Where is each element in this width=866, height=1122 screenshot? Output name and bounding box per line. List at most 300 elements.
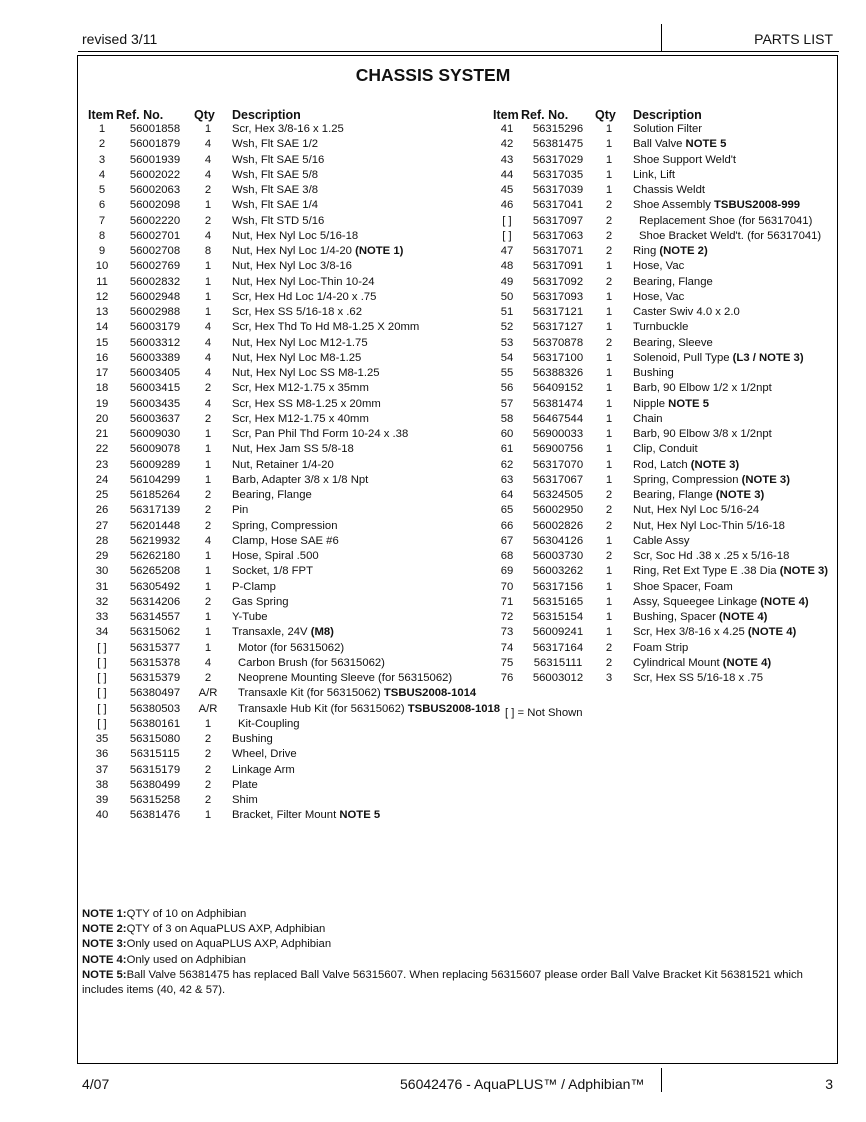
quantity: 1 bbox=[605, 580, 613, 593]
quantity: 2 bbox=[204, 733, 212, 745]
ref-number: 56317035 bbox=[532, 168, 584, 181]
ref-number: 56381476 bbox=[129, 809, 181, 822]
item-number: 20 bbox=[95, 412, 109, 425]
not-shown-legend: [ ] = Not Shown bbox=[505, 707, 583, 719]
table-row bbox=[88, 519, 500, 534]
description-text: Shoe Support Weld't bbox=[633, 153, 737, 166]
description-text: Clip, Conduit bbox=[633, 443, 698, 456]
item-number: 49 bbox=[500, 275, 514, 288]
description-text: Transaxle Kit (for 56315062) bbox=[238, 687, 384, 700]
item-number: 34 bbox=[95, 626, 109, 639]
ref-number: 56001858 bbox=[129, 123, 181, 135]
description bbox=[623, 427, 828, 442]
ref-number: 56002708 bbox=[129, 245, 181, 257]
table-row bbox=[493, 336, 828, 351]
description-text: Socket, 1/8 FPT bbox=[232, 565, 313, 578]
item-number: [ ] bbox=[502, 214, 512, 227]
table-row bbox=[493, 259, 828, 274]
ref-number: 56900756 bbox=[532, 443, 584, 456]
table-row bbox=[88, 244, 500, 259]
description-text: Scr, Hex Hd Loc 1/4-20 x .75 bbox=[232, 290, 377, 303]
description bbox=[222, 763, 500, 778]
quantity: 1 bbox=[605, 321, 613, 334]
quantity: A/R bbox=[198, 687, 218, 700]
description bbox=[222, 519, 500, 534]
quantity: 4 bbox=[204, 397, 212, 410]
description-text: Nut, Hex Nyl Loc 5/16-24 bbox=[633, 504, 760, 517]
quantity: 1 bbox=[605, 611, 613, 623]
table-row bbox=[493, 595, 828, 610]
description bbox=[222, 244, 500, 259]
description bbox=[623, 137, 828, 152]
table-row bbox=[88, 488, 500, 503]
item-number: 18 bbox=[95, 382, 109, 395]
table-row bbox=[88, 259, 500, 274]
quantity: 1 bbox=[605, 595, 613, 608]
quantity: A/R bbox=[198, 702, 218, 715]
table-row bbox=[493, 488, 828, 503]
description bbox=[222, 732, 500, 747]
table-row bbox=[493, 397, 828, 412]
item-number: 65 bbox=[500, 504, 514, 517]
ref-number: 56003012 bbox=[532, 672, 584, 684]
table-row bbox=[493, 580, 828, 595]
description-text: Nut, Hex Nyl Loc M8-1.25 bbox=[232, 351, 362, 364]
ref-number: 56315111 bbox=[533, 656, 583, 669]
description-note: (NOTE 3) bbox=[715, 489, 765, 501]
description-text: Link, Lift bbox=[633, 168, 676, 181]
quantity: 4 bbox=[204, 351, 212, 364]
ref-number: 56315154 bbox=[532, 611, 584, 623]
ref-number: 56317093 bbox=[532, 290, 584, 303]
description bbox=[222, 793, 500, 808]
item-number: 60 bbox=[500, 428, 514, 440]
table-row bbox=[88, 503, 500, 518]
ref-number: 56305492 bbox=[129, 580, 181, 593]
table-row bbox=[88, 275, 500, 290]
description bbox=[222, 153, 500, 168]
quantity: 2 bbox=[605, 245, 613, 257]
col-ref-header: Ref. No. bbox=[116, 108, 164, 122]
description-text: Scr, Soc Hd .38 x .25 x 5/16-18 bbox=[633, 550, 790, 562]
ref-number: 56315165 bbox=[532, 595, 584, 608]
table-row bbox=[88, 641, 500, 656]
table-row bbox=[88, 671, 500, 686]
description bbox=[623, 168, 828, 183]
table-row bbox=[88, 137, 500, 152]
description-text: Wsh, Flt SAE 1/4 bbox=[232, 199, 319, 212]
ref-number: 56317067 bbox=[532, 473, 584, 486]
description bbox=[222, 168, 500, 183]
description bbox=[623, 549, 828, 564]
item-number: 63 bbox=[500, 473, 514, 486]
table-row bbox=[88, 732, 500, 747]
ref-number: 56380503 bbox=[129, 702, 181, 715]
item-number: 2 bbox=[98, 138, 106, 151]
quantity: 1 bbox=[204, 260, 212, 273]
item-number: 75 bbox=[500, 656, 514, 669]
quantity: 2 bbox=[605, 641, 613, 654]
ref-number: 56002832 bbox=[129, 275, 181, 288]
item-number: 8 bbox=[98, 229, 106, 242]
item-number: 71 bbox=[500, 595, 514, 608]
quantity: 2 bbox=[204, 504, 212, 517]
item-number: 55 bbox=[500, 367, 514, 379]
table-row bbox=[88, 412, 500, 427]
ref-number: 56317071 bbox=[532, 245, 584, 257]
description-text: Nut, Hex Nyl Loc 3/8-16 bbox=[232, 260, 352, 273]
description-text: Y-Tube bbox=[232, 611, 268, 623]
item-number: 31 bbox=[95, 580, 109, 593]
description-note: NOTE 5 bbox=[339, 809, 381, 822]
table-row bbox=[88, 229, 500, 244]
ref-number: 56185264 bbox=[129, 489, 181, 501]
ref-number: 56380161 bbox=[129, 717, 181, 730]
table-row bbox=[493, 549, 828, 564]
item-number: [ ] bbox=[97, 687, 107, 700]
quantity: 2 bbox=[605, 519, 613, 532]
quantity: 1 bbox=[204, 641, 212, 654]
note-line bbox=[82, 907, 832, 922]
item-number: 14 bbox=[95, 321, 109, 334]
description bbox=[623, 336, 828, 351]
col-item-header: Item bbox=[88, 108, 114, 122]
description-text: Transaxle, 24V bbox=[232, 626, 311, 639]
quantity: 2 bbox=[204, 595, 212, 608]
description-text: Foam Strip bbox=[633, 641, 689, 654]
quantity: 8 bbox=[204, 245, 212, 257]
description-text: Gas Spring bbox=[232, 595, 289, 608]
ref-number: 56317139 bbox=[129, 504, 181, 517]
description-text: Wsh, Flt SAE 3/8 bbox=[232, 184, 319, 196]
description-text: Wsh, Flt STD 5/16 bbox=[232, 214, 325, 227]
description-text: Pin bbox=[232, 504, 249, 517]
table-row bbox=[88, 183, 500, 198]
table-row bbox=[493, 275, 828, 290]
table-row bbox=[88, 808, 500, 823]
item-number: 70 bbox=[500, 580, 514, 593]
description-text: Chain bbox=[633, 412, 663, 425]
item-number: 42 bbox=[500, 138, 514, 151]
quantity: 1 bbox=[605, 534, 613, 547]
description-note: (NOTE 3) bbox=[690, 458, 740, 471]
note-label: NOTE 4: bbox=[82, 953, 127, 966]
table-row bbox=[88, 366, 500, 381]
description-text: Ball Valve bbox=[633, 138, 686, 151]
item-number: 51 bbox=[500, 306, 514, 318]
ref-number: 56002948 bbox=[129, 290, 181, 303]
description-note: (NOTE 3) bbox=[741, 473, 790, 486]
ref-number: 56201448 bbox=[129, 519, 181, 532]
ref-number: 56317091 bbox=[532, 260, 584, 273]
description bbox=[222, 442, 500, 457]
quantity: 2 bbox=[204, 519, 212, 532]
description bbox=[222, 778, 500, 793]
description-text: Hose, Vac bbox=[633, 260, 685, 273]
quantity: 2 bbox=[204, 748, 212, 761]
quantity: 2 bbox=[605, 214, 613, 227]
description-text: Transaxle Hub Kit (for 56315062) bbox=[238, 702, 408, 715]
quantity: 1 bbox=[605, 382, 613, 395]
table-row bbox=[88, 534, 500, 549]
quantity: 1 bbox=[204, 473, 212, 486]
description bbox=[222, 412, 500, 427]
ref-number: 56317039 bbox=[532, 184, 584, 196]
item-number: 40 bbox=[95, 809, 109, 822]
item-number: 6 bbox=[98, 199, 106, 212]
description-text: Nut, Hex Nyl Loc 5/16-18 bbox=[232, 229, 359, 242]
page-number: 3 bbox=[825, 1076, 833, 1092]
description-text: Rod, Latch bbox=[633, 458, 691, 471]
description-text: Nut, Hex Nyl Loc-Thin 10-24 bbox=[232, 275, 375, 288]
table-row bbox=[88, 564, 500, 579]
quantity: 2 bbox=[605, 656, 613, 669]
item-number: 43 bbox=[500, 153, 514, 166]
item-number: 69 bbox=[500, 565, 514, 578]
footer-date: 4/07 bbox=[82, 1076, 110, 1092]
ref-number: 56009289 bbox=[129, 458, 181, 471]
quantity: 3 bbox=[605, 672, 613, 684]
revision-date: revised 3/11 bbox=[82, 31, 158, 47]
description-text: Barb, Adapter 3/8 x 1/8 Npt bbox=[232, 473, 369, 486]
item-number: 39 bbox=[95, 794, 109, 806]
table-row bbox=[88, 168, 500, 183]
item-number: 56 bbox=[500, 382, 514, 395]
description-text: Cylindrical Mount bbox=[633, 656, 723, 669]
description-text: Neoprene Mounting Sleeve (for 56315062) bbox=[238, 672, 453, 684]
ref-number: 56002220 bbox=[129, 214, 181, 227]
item-number: 11 bbox=[96, 275, 108, 288]
col-ref-header: Ref. No. bbox=[521, 108, 569, 122]
ref-number: 56388326 bbox=[532, 367, 584, 379]
ref-number: 56009241 bbox=[532, 626, 584, 639]
description bbox=[623, 412, 828, 427]
description bbox=[222, 397, 500, 412]
description-note: (NOTE 4) bbox=[722, 656, 772, 669]
description-text: Scr, Hex SS 5/16-18 x .75 bbox=[633, 672, 763, 684]
description bbox=[222, 702, 500, 717]
ref-number: 56315258 bbox=[129, 794, 181, 806]
item-number: 72 bbox=[500, 611, 514, 623]
description-text: Scr, Hex 3/8-16 x 4.25 bbox=[633, 626, 748, 639]
ref-number: 56315080 bbox=[129, 733, 181, 745]
header-divider bbox=[661, 24, 662, 51]
quantity: 1 bbox=[605, 458, 613, 471]
table-row bbox=[88, 442, 500, 457]
item-number: 24 bbox=[95, 473, 109, 486]
description-note: NOTE 5 bbox=[685, 138, 727, 151]
page-title: CHASSIS SYSTEM bbox=[355, 65, 511, 85]
table-row bbox=[493, 183, 828, 198]
quantity: 1 bbox=[204, 550, 212, 562]
item-number: 21 bbox=[95, 428, 109, 440]
note-label: NOTE 1: bbox=[82, 908, 127, 920]
ref-number: 56003405 bbox=[129, 367, 181, 379]
item-number: 46 bbox=[500, 199, 514, 212]
item-number: 1 bbox=[98, 123, 106, 135]
item-number: 58 bbox=[500, 412, 514, 425]
ref-number: 56315379 bbox=[129, 672, 181, 684]
description bbox=[222, 580, 500, 595]
item-number: 73 bbox=[500, 626, 514, 639]
description bbox=[222, 259, 500, 274]
ref-number: 56304126 bbox=[532, 534, 584, 547]
description bbox=[222, 488, 500, 503]
description-text: Bushing, Spacer bbox=[633, 611, 720, 623]
item-number: 62 bbox=[500, 458, 514, 471]
ref-number: 56009078 bbox=[129, 443, 181, 456]
quantity: 1 bbox=[204, 809, 212, 822]
note-text: QTY of 3 on AquaPLUS AXP, Adphibian bbox=[126, 923, 326, 936]
description bbox=[222, 320, 500, 335]
table-row bbox=[493, 427, 828, 442]
col-desc-header: Description bbox=[232, 108, 301, 122]
table-row bbox=[493, 137, 828, 152]
description bbox=[222, 503, 500, 518]
quantity: 4 bbox=[204, 367, 212, 379]
ref-number: 56315179 bbox=[129, 763, 181, 776]
description bbox=[222, 595, 500, 610]
item-number: 53 bbox=[500, 336, 514, 349]
item-number: 50 bbox=[500, 290, 514, 303]
ref-number: 56003415 bbox=[129, 382, 181, 395]
description bbox=[222, 381, 500, 396]
ref-number: 56315062 bbox=[129, 626, 181, 639]
item-number: 48 bbox=[500, 260, 514, 273]
quantity: 1 bbox=[605, 412, 613, 425]
quantity: 1 bbox=[605, 397, 613, 410]
description bbox=[623, 259, 828, 274]
table-row bbox=[493, 473, 828, 488]
ref-number: 56001939 bbox=[129, 153, 181, 166]
description-text: Bushing bbox=[633, 367, 674, 379]
quantity: 2 bbox=[204, 778, 212, 791]
quantity: 1 bbox=[605, 184, 613, 196]
quantity: 1 bbox=[204, 626, 212, 639]
description bbox=[623, 656, 828, 671]
ref-number: 56317156 bbox=[532, 580, 584, 593]
item-number: 68 bbox=[500, 550, 514, 562]
quantity: 1 bbox=[605, 260, 613, 273]
col-item-header: Item bbox=[493, 108, 519, 122]
quantity: 2 bbox=[605, 275, 613, 288]
description-text: Shoe Bracket Weld't. (for 56317041) bbox=[639, 229, 822, 242]
ref-number: 56317041 bbox=[532, 199, 584, 212]
ref-number: 56002826 bbox=[532, 519, 584, 532]
item-number: 4 bbox=[98, 168, 106, 181]
quantity: 4 bbox=[204, 153, 212, 166]
description bbox=[623, 290, 828, 305]
description-text: Solution Filter bbox=[633, 123, 703, 135]
quantity: 4 bbox=[204, 534, 212, 547]
quantity: 1 bbox=[204, 275, 212, 288]
description-text: Cable Assy bbox=[633, 534, 690, 547]
item-number: [ ] bbox=[97, 672, 107, 684]
item-number: 30 bbox=[95, 565, 109, 578]
ref-number: 56104299 bbox=[129, 473, 181, 486]
ref-number: 56262180 bbox=[129, 550, 181, 562]
quantity: 4 bbox=[204, 168, 212, 181]
description bbox=[623, 183, 828, 198]
description-text: Scr, Hex M12-1.75 x 40mm bbox=[232, 412, 369, 425]
description bbox=[623, 503, 828, 518]
ref-number: 56317063 bbox=[532, 229, 584, 242]
note-line bbox=[82, 968, 832, 998]
ref-number: 56381474 bbox=[532, 397, 584, 410]
description bbox=[623, 580, 828, 595]
col-desc-header: Description bbox=[633, 108, 702, 122]
quantity: 1 bbox=[605, 153, 613, 166]
quantity: 1 bbox=[605, 626, 613, 639]
quantity: 1 bbox=[605, 473, 613, 486]
quantity: 1 bbox=[605, 565, 613, 578]
table-row bbox=[88, 122, 500, 137]
description-note: NOTE 5 bbox=[668, 397, 709, 410]
description bbox=[623, 397, 828, 412]
description bbox=[222, 458, 500, 473]
item-number: 15 bbox=[95, 336, 109, 349]
table-row bbox=[493, 641, 828, 656]
quantity: 2 bbox=[605, 550, 613, 562]
item-number: 19 bbox=[95, 397, 109, 410]
table-row bbox=[88, 747, 500, 762]
description bbox=[222, 564, 500, 579]
description-note: TSBUS2008-1014 bbox=[383, 687, 477, 700]
description bbox=[623, 214, 828, 229]
table-row bbox=[493, 564, 828, 579]
ref-number: 56317092 bbox=[532, 275, 584, 288]
item-number: 41 bbox=[500, 123, 514, 135]
table-row bbox=[88, 702, 500, 717]
table-row bbox=[88, 793, 500, 808]
description-text: Wsh, Flt SAE 1/2 bbox=[232, 138, 319, 151]
item-number: 38 bbox=[95, 778, 109, 791]
note-label: NOTE 2: bbox=[82, 923, 127, 936]
note-text: Ball Valve 56381475 has replaced Ball Valve 56315607. When replacing 56315607 please order Ball Valve Bracket Kit 56381521 which includes items (40, 42 & 57). bbox=[82, 968, 803, 997]
ref-number: 56315296 bbox=[532, 123, 584, 135]
description bbox=[222, 122, 500, 137]
description-text: Bearing, Flange bbox=[232, 489, 312, 501]
description-text: Clamp, Hose SAE #6 bbox=[232, 534, 339, 547]
quantity: 1 bbox=[204, 428, 212, 440]
quantity: 1 bbox=[605, 168, 613, 181]
ref-number: 56467544 bbox=[532, 412, 584, 425]
item-number: 33 bbox=[95, 611, 109, 623]
quantity: 1 bbox=[204, 717, 212, 730]
table-row bbox=[88, 351, 500, 366]
table-row bbox=[88, 686, 500, 701]
table-row bbox=[88, 198, 500, 213]
description-text: Carbon Brush (for 56315062) bbox=[238, 656, 385, 669]
description bbox=[623, 488, 828, 503]
table-row bbox=[88, 290, 500, 305]
table-row bbox=[88, 305, 500, 320]
table-row bbox=[493, 351, 828, 366]
col-qty-header: Qty bbox=[595, 108, 616, 122]
description-note: (NOTE 4) bbox=[719, 611, 768, 623]
description bbox=[222, 641, 500, 656]
description bbox=[623, 122, 828, 137]
item-number: 61 bbox=[500, 443, 514, 456]
description-text: Nut, Hex Jam SS 5/8-18 bbox=[232, 443, 354, 456]
item-number: 23 bbox=[95, 458, 109, 471]
description bbox=[623, 381, 828, 396]
note-line bbox=[82, 922, 832, 937]
ref-number: 56002098 bbox=[129, 199, 181, 212]
quantity: 1 bbox=[605, 290, 613, 303]
description-text: Spring, Compression bbox=[633, 473, 742, 486]
description-text: Shim bbox=[232, 794, 258, 806]
